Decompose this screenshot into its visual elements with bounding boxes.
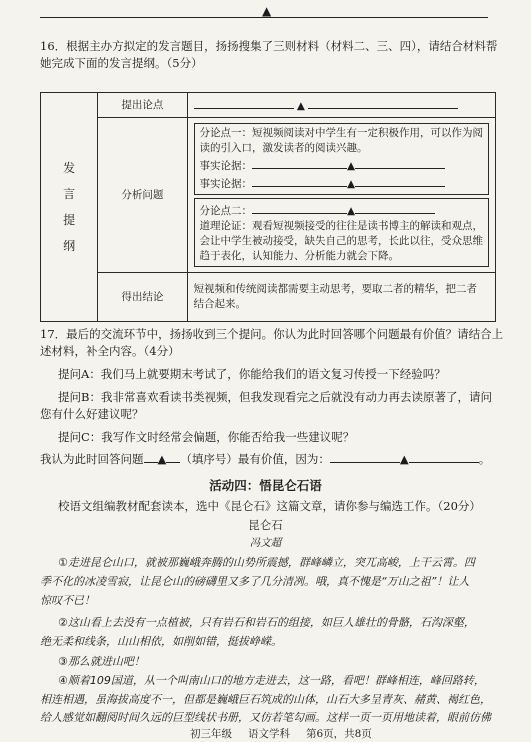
paragraph-2-line1: ②这山看上去没有一点植被，只有岩石和岩石的组接，如巨人雄壮的骨骼，石沟深壑， <box>58 616 475 629</box>
evidence-one[interactable]: 事实论据： ▲ <box>200 156 484 174</box>
paragraph-4-line2: 相连相遇，虽海拔高度不一，但都是巍峨巨石筑成的山体，山石大多呈青灰、赭黄、褐红色， <box>40 693 491 706</box>
row-label-thesis: 提出论点 <box>98 93 187 118</box>
sub-point-two[interactable]: 分论点二： ▲ <box>200 201 484 219</box>
paragraph-2-line2: 绝无柔和线条，山山相依，如削如错，挺拔峥嵘。 <box>40 635 282 648</box>
top-triangle-marker: ▲ <box>262 4 272 18</box>
thesis-blank[interactable] <box>187 93 496 118</box>
paragraph-4-line3: 给人感觉如翻阅时间久远的巨型线状书册，又仿若笔勾画。这样一页一页用地读着，眼前仿佛 <box>40 711 491 724</box>
outline-side-label: 发 言 提 纲 <box>41 93 98 322</box>
q16-prompt-line2: 她完成下面的发言提纲。（5分） <box>40 56 203 70</box>
top-answer-line <box>40 5 488 22</box>
analysis-cell <box>187 118 496 273</box>
speech-outline-table <box>40 92 496 322</box>
reasoning-line1: 道理论证：观看短视频接受的往往是读书博主的解读和观点， <box>199 220 483 232</box>
footer-page: 第6页，共8页 <box>306 728 372 740</box>
sub-point-two-box <box>194 198 490 267</box>
thesis-marker: ▲ <box>296 100 305 112</box>
paragraph-4-line1: ④顺着109国道，从一个叫南山口的地方走进去，这一路，看吧！群峰相连，峰回路转， <box>58 674 485 687</box>
paragraph-1-line1: ①走进昆仑山口，就被那巍峨奔腾的山势所震撼，群峰嶙立，突兀高峻，上干云霄。四 <box>58 556 475 569</box>
paragraph-1-line3: 惊叹不已！ <box>40 594 95 607</box>
activity-four-title: 活动四：悟昆仑石语 <box>209 478 322 493</box>
footer-subject: 语文学科 <box>248 728 290 740</box>
conclusion-cell <box>187 273 496 322</box>
question-c: 提问C：我写作文时经常会偏题，你能否给我一些建议呢？ <box>58 430 355 444</box>
q16-prompt-line1: 16．根据主办方拟定的发言题目，扬扬搜集了三则材料（材料二、三、四），请结合材料帮 <box>40 39 498 53</box>
q17-answer-line[interactable]: 我认为此时回答问题 ▲ （填序号）最有价值，因为： ▲ 。 <box>40 452 491 466</box>
paragraph-3-line1: ③那么就进山吧！ <box>58 655 145 668</box>
row-label-analysis: 分析问题 <box>98 118 187 273</box>
sub-point-one-line2: 读的引入口，激发读者的阅读兴趣。 <box>199 142 368 154</box>
question-b-line1: 提问B：我非常喜欢看读书类视频，但我发现看完之后就没有动力再去读原著了，请问 <box>58 390 492 404</box>
evidence-two[interactable]: 事实论据： ▲ <box>200 174 484 192</box>
article-title: 昆仑石 <box>248 518 283 532</box>
row-label-conclusion: 得出结论 <box>98 273 187 322</box>
question-a: 提问A：我们马上就要期末考试了，你能给我们的语文复习传授一下经验吗？ <box>58 367 446 381</box>
reasoning-line3: 趋于表化，认知能力、分析能力就会下降。 <box>199 250 399 262</box>
sub-point-one-line1: 分论点一：短视频阅读对中学生有一定积极作用，可以作为阅 <box>199 127 483 139</box>
conclusion-line2: 结合起来。 <box>193 298 246 310</box>
sub-point-one-box <box>194 123 490 195</box>
question-b-line2: 您有什么好建议呢？ <box>40 407 144 421</box>
paragraph-1-line2: 季不化的冰凌雪寂，让昆仑山的磅礴里又多了几分清冽。哦，真不愧是“万山之祖”！让人 <box>40 575 470 588</box>
reasoning-line2: 会让中学生被动接受，缺失自己的思考，长此以往，受众思维 <box>199 235 483 247</box>
q17-prompt-line2: 述材料，补全内容。（4分） <box>40 344 180 358</box>
q17-prompt-line1: 17．最后的交流环节中，扬扬收到三个提问。你认为此时回答哪个问题最有价值？请结合上 <box>40 327 504 341</box>
activity-four-intro: 校语文组编教材配套读本，选中《昆仑石》这篇文章，请你参与编选工作。（20分） <box>58 499 481 513</box>
conclusion-line1: 短视频和传统阅读都需要主动思考，要取二者的精华，把二者 <box>193 283 477 295</box>
footer-grade: 初三年级 <box>190 728 232 740</box>
article-author: 冯文超 <box>249 537 282 549</box>
